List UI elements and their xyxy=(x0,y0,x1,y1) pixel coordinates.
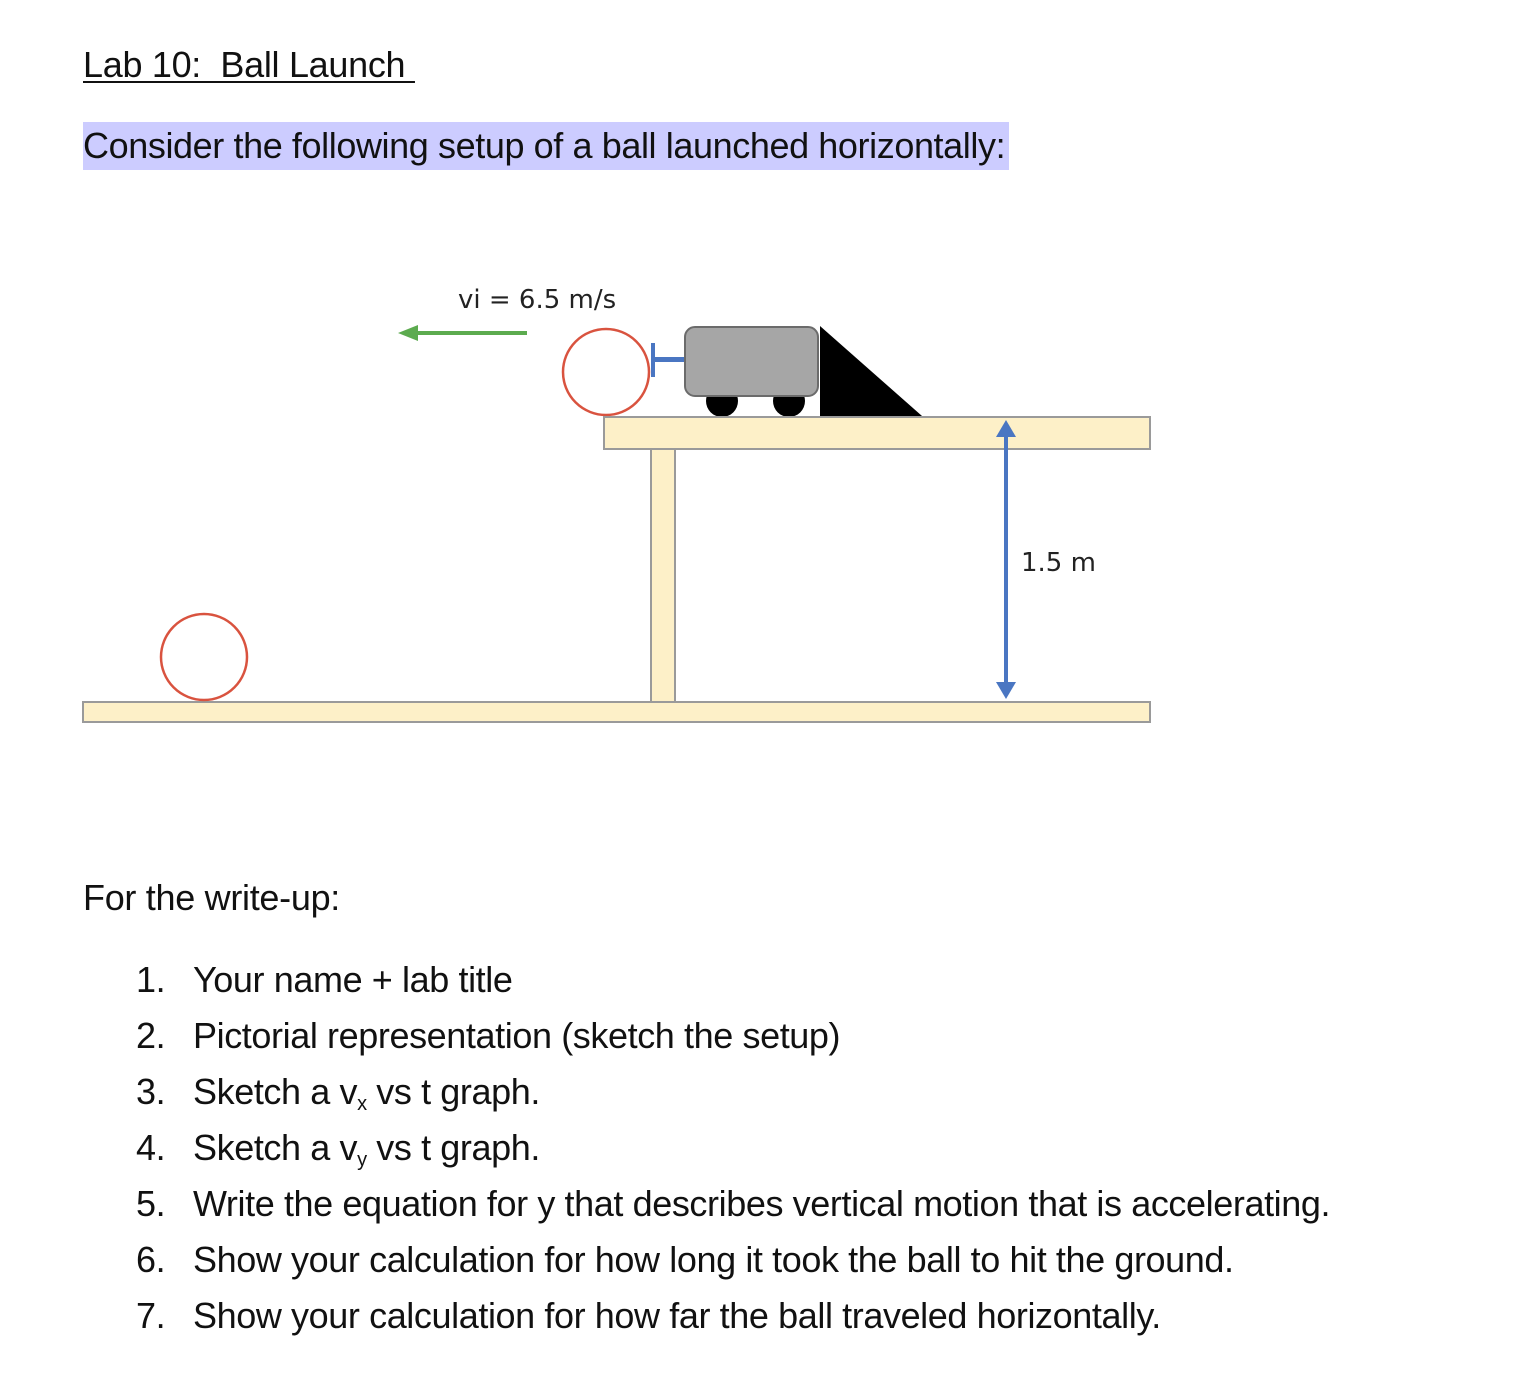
subscript-y: y xyxy=(357,1149,367,1171)
velocity-label: vi = 6.5 m/s xyxy=(458,285,617,315)
launcher-plunger xyxy=(651,343,685,377)
velocity-arrow xyxy=(398,325,527,341)
list-item xyxy=(136,1008,1330,1064)
intro-sentence: Consider the following setup of a ball launched horizontally: xyxy=(83,122,1009,170)
ball-on-floor xyxy=(161,614,247,700)
list-number: 7. xyxy=(136,1295,166,1336)
height-label: 1.5 m xyxy=(1021,548,1096,578)
list-text-pre: Sketch a v xyxy=(193,1071,358,1112)
list-text: Show your calculation for how long it took the ball to hit the ground. xyxy=(193,1239,1234,1280)
table-leg xyxy=(651,449,675,702)
writeup-list xyxy=(136,952,1330,1344)
list-item xyxy=(136,1288,1330,1344)
list-item xyxy=(136,1176,1330,1232)
list-number: 1. xyxy=(136,959,166,1000)
list-text xyxy=(193,1064,540,1120)
table-top xyxy=(604,417,1150,449)
list-text: Your name + lab title xyxy=(193,959,513,1000)
list-text: Pictorial representation (sketch the setup) xyxy=(193,1015,841,1056)
list-text-post: vs t graph. xyxy=(366,1071,540,1112)
list-text: Write the equation for y that describes vertical motion that is accelerating. xyxy=(193,1183,1331,1224)
list-item xyxy=(136,952,1330,1008)
launcher-wedge xyxy=(820,326,922,416)
list-text xyxy=(193,1120,540,1176)
list-number: 6. xyxy=(136,1239,166,1280)
document-title: Lab 10: Ball Launch xyxy=(83,44,415,85)
list-item xyxy=(136,1232,1330,1288)
list-text-pre: Sketch a v xyxy=(193,1127,358,1168)
writeup-heading: For the write-up: xyxy=(83,877,340,918)
ball-on-table xyxy=(563,329,649,415)
list-text: Show your calculation for how far the ball traveled horizontally. xyxy=(193,1295,1161,1336)
subscript-x: x xyxy=(357,1093,367,1115)
list-item xyxy=(136,1120,1330,1176)
list-item xyxy=(136,1064,1330,1120)
height-arrow xyxy=(996,420,1016,699)
list-text-post: vs t graph. xyxy=(366,1127,540,1168)
floor xyxy=(83,702,1150,722)
list-number: 2. xyxy=(136,1015,166,1056)
list-number: 4. xyxy=(136,1127,166,1168)
list-number: 5. xyxy=(136,1183,166,1224)
list-number: 3. xyxy=(136,1071,166,1112)
launcher-cart xyxy=(685,327,818,417)
